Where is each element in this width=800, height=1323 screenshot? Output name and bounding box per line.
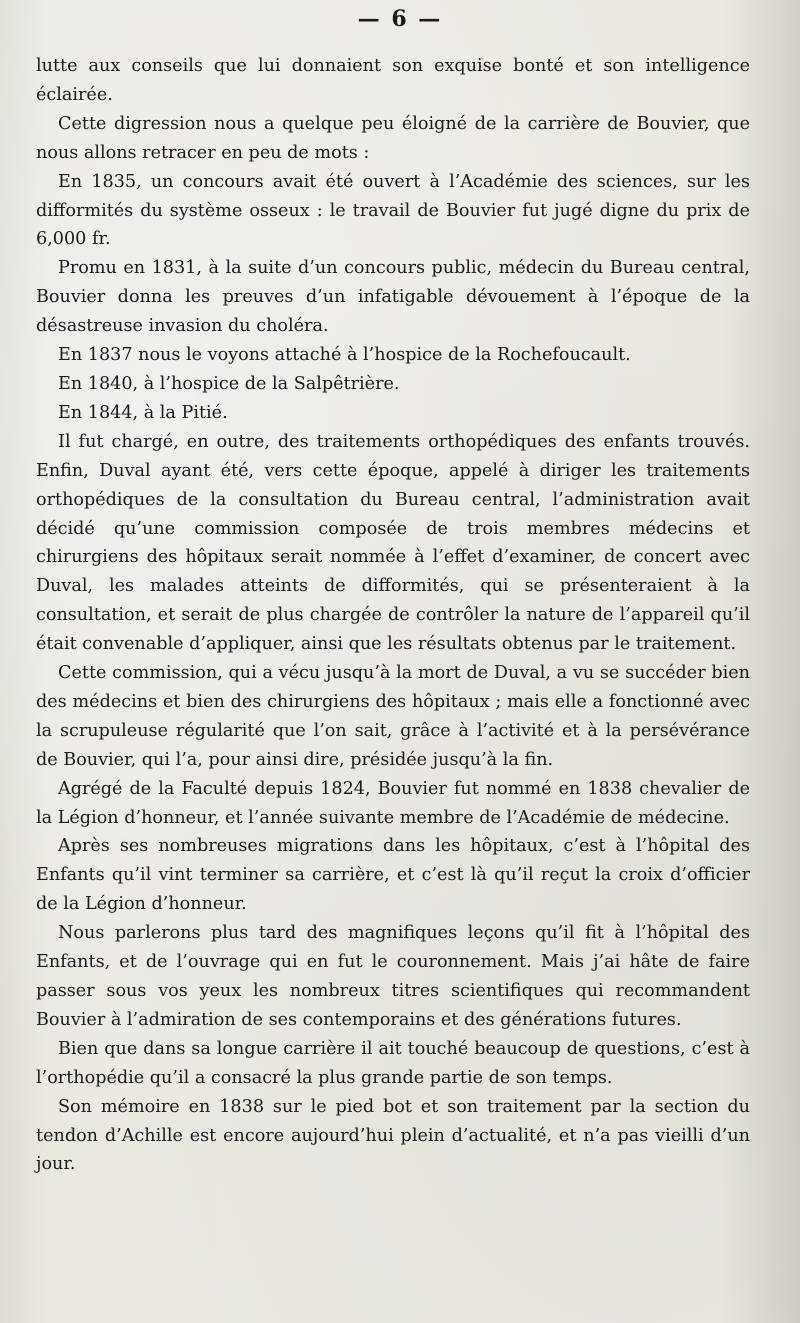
paragraph-12: Nous parlerons plus tard des magnifiques leçons qu’il fit à l’hôpital des Enfants, et de l’ouvrage qui en fut le couronnement. Mais j’ai hâte de faire passer sous vos yeux les nombreux titres scientifiques qui recommandent Bouvier à l’admiration de ses contemporains et des générations futures. [36, 923, 750, 1030]
paragraph-8: Il fut chargé, en outre, des traitements orthopédiques des enfants trouvés. Enfin, Duval ayant été, vers cette époque, appelé à diriger les traitements orthopédiques de la consultation du Bureau central, l’administration avait décidé qu’une commission composée de trois membres médecins et chirurgiens des hôpitaux serait nommée à l’effet d’examiner, de concert avec Duval, les malades atteints de difformités, qui se présenteraient à la consultation, et serait de plus chargée de contrôler la nature de l’appareil qu’il était convenable d’appliquer, ainsi que les résultats obtenus par le traitement. [36, 431, 750, 655]
paragraph-3: En 1835, un concours avait été ouvert à l’Académie des sciences, sur les difformités du système osseux : le travail de Bouvier fut jugé digne du prix de 6,000 fr. [36, 171, 750, 250]
paragraph-1: lutte aux conseils que lui donnaient son exquise bonté et son intelligence éclairée. [36, 56, 750, 105]
paragraph-14: Son mémoire en 1838 sur le pied bot et son traitement par la section du tendon d’Achille est encore aujourd’hui plein d’actualité, et n’a pas vieilli d’un jour. [36, 1096, 750, 1175]
paragraph-10: Agrégé de la Faculté depuis 1824, Bouvier fut nommé en 1838 chevalier de la Légion d’honneur, et l’année suivante membre de l’Académie de médecine. [36, 778, 750, 828]
paragraph-11: Après ses nombreuses migrations dans les hôpitaux, c’est à l’hôpital des Enfants qu’il vint terminer sa carrière, et c’est là qu’il reçut la croix d’officier de la Légion d’honneur. [36, 836, 750, 915]
paragraph-5: En 1837 nous le voyons attaché à l’hospice de la Rochefoucault. [58, 345, 631, 366]
paragraph-13: Bien que dans sa longue carrière il ait touché beaucoup de questions, c’est à l’orthopédie qu’il a consacré la plus grande partie de son temps. [36, 1038, 750, 1088]
paragraph-7: En 1844, à la Pitié. [58, 402, 228, 423]
paragraph-2: Cette digression nous a quelque peu éloigné de la carrière de Bouvier, que nous allons retracer en peu de mots : [36, 113, 750, 163]
paragraph-9: Cette commission, qui a vécu jusqu’à la mort de Duval, a vu se succéder bien des médecins et bien des chirurgiens des hôpitaux ; mais elle a fonctionné avec la scrupuleuse régularité que l’on sait, grâce à l’activité et à la persévérance de Bouvier, qui l’a, pour ainsi dire, présidée jusqu’à la fin. [36, 663, 750, 770]
paragraph-6: En 1840, à l’hospice de la Salpêtrière. [58, 373, 400, 394]
paragraph-4: Promu en 1831, à la suite d’un concours public, médecin du Bureau central, Bouvier donna les preuves d’un infatigable dévouement à l’époque de la désastreuse invasion du choléra. [36, 258, 750, 337]
page-body [36, 52, 750, 1179]
page-number: — 6 — [357, 6, 443, 32]
